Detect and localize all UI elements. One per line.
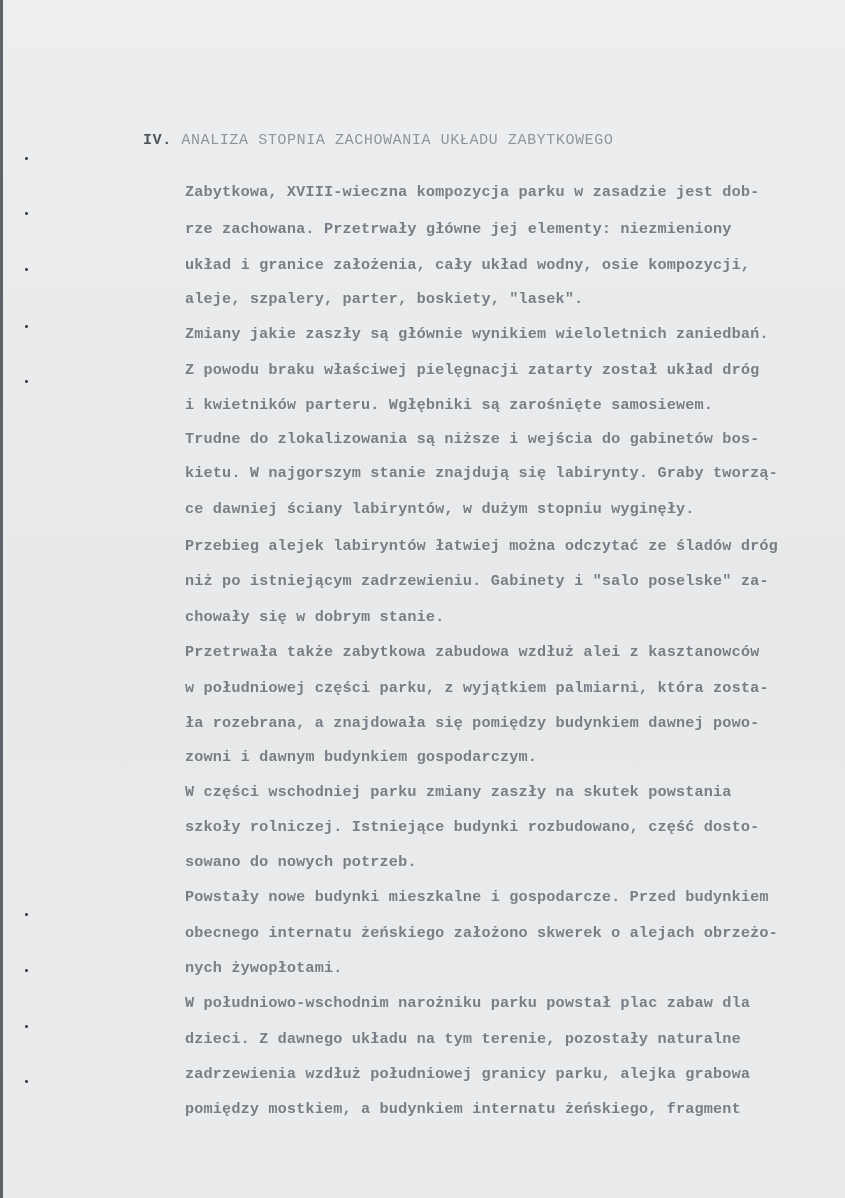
margin-punch-mark [25,212,28,215]
text-line: szkoły rolniczej. Istniejące budynki rozbudowano, część dosto- [185,818,760,836]
margin-punch-mark [25,325,28,328]
margin-punch-mark [25,268,28,271]
text-line: kietu. W najgorszym stanie znajdują się labirynty. Graby tworzą- [185,464,778,482]
text-line: Z powodu braku właściwej pielęgnacji zatarty został układ dróg [185,361,760,379]
text-line: obecnego internatu żeńskiego założono skwerek o alejach obrzeżo- [185,924,778,942]
text-line: układ i granice założenia, cały układ wodny, osie kompozycji, [185,256,751,274]
text-line: zadrzewienia wzdłuż południowej granicy parku, alejka grabowa [185,1065,751,1083]
text-line: rze zachowana. Przetrwały główne jej elementy: niezmieniony [185,220,732,238]
scan-edge [0,0,3,1198]
text-line: Przebieg alejek labiryntów łatwiej można odczytać ze śladów dróg [185,537,778,555]
text-line: pomiędzy mostkiem, a budynkiem internatu żeńskiego, fragment [185,1100,741,1118]
text-line: nych żywopłotami. [185,959,343,977]
text-line: W południowo-wschodnim narożniku parku powstał plac zabaw dla [185,994,751,1012]
margin-punch-mark [25,969,28,972]
text-line: Powstały nowe budynki mieszkalne i gospodarcze. Przed budynkiem [185,888,769,906]
text-line: dzieci. Z dawnego układu na tym terenie, pozostały naturalne [185,1030,741,1048]
text-line: sowano do nowych potrzeb. [185,853,417,871]
section-title: ANALIZA STOPNIA ZACHOWANIA UKŁADU ZABYTKOWEGO [181,132,614,149]
margin-punch-mark [25,380,28,383]
margin-punch-mark [25,1025,28,1028]
text-line: W części wschodniej parku zmiany zaszły na skutek powstania [185,783,732,801]
text-line: niż po istniejącym zadrzewieniu. Gabinety i "salo poselske" za- [185,572,769,590]
margin-punch-mark [25,913,28,916]
text-line: w południowej części parku, z wyjątkiem palmiarni, która zosta- [185,679,769,697]
text-line: ła rozebrana, a znajdowała się pomiędzy budynkiem dawnej powo- [185,714,760,732]
text-line: Zabytkowa, XVIII-wieczna kompozycja parku w zasadzie jest dob- [185,183,760,201]
text-line: aleje, szpalery, parter, boskiety, "lasek". [185,290,584,308]
text-line: i kwietników parteru. Wgłębniki są zarośnięte samosiewem. [185,396,714,414]
margin-punch-mark [25,1080,28,1083]
section-number: IV. [143,132,172,149]
text-line: ce dawniej ściany labiryntów, w dużym stopniu wyginęły. [185,500,695,518]
text-line: Przetrwała także zabytkowa zabudowa wzdłuż alei z kasztanowców [185,643,760,661]
text-line: chowały się w dobrym stanie. [185,608,445,626]
margin-punch-mark [25,157,28,160]
text-line: zowni i dawnym budynkiem gospodarczym. [185,748,538,766]
text-line: Zmiany jakie zaszły są głównie wynikiem wieloletnich zaniedbań. [185,325,769,343]
section-heading [143,132,763,149]
text-line: Trudne do zlokalizowania są niższe i wejścia do gabinetów bos- [185,430,760,448]
